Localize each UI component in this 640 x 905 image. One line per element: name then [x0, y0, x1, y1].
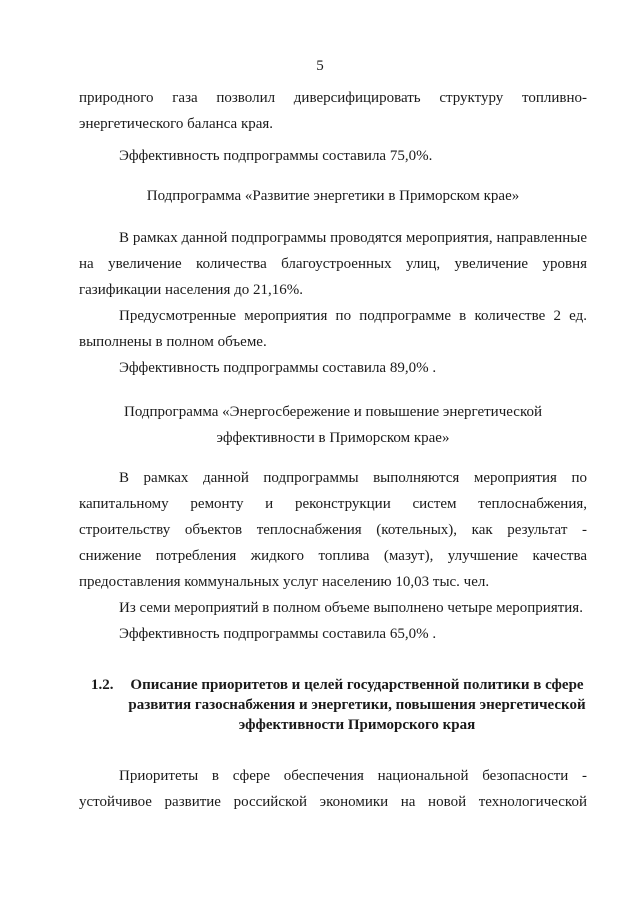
subprogram-saving-title-line1: Подпрограмма «Энергосбережение и повышение энергетической	[123, 404, 542, 420]
subprogram-saving-title	[79, 399, 587, 451]
paragraph-measures-completed: Из семи мероприятий в полном объеме выполнено четыре мероприятия.	[119, 600, 583, 616]
document-body	[79, 85, 587, 815]
subprogram-saving-title-line2: эффективности в Приморском крае»	[216, 430, 450, 446]
subprogram-energy-title: Подпрограмма «Развитие энергетики в Приморском крае»	[146, 188, 520, 204]
paragraph-priorities: Приоритеты в сфере обеспечения национальной безопасности - устойчивое развитие российской экономики на новой технологической	[79, 768, 587, 810]
paragraph-energy-completed: Предусмотренные мероприятия по подпрограмме в количестве 2 ед. выполнены в полном объеме.	[79, 308, 587, 350]
paragraph-gas-structure: природного газа позволил диверсифицировать структуру топливно-энергетического баланса края.	[79, 90, 587, 132]
section-heading	[79, 675, 587, 735]
section-title: Описание приоритетов и целей государственной политики в сфере развития газоснабжения и энергетики, повышения энергетической эффективности Приморского края	[128, 677, 586, 733]
section-number: 1.2.	[91, 677, 114, 693]
page-number: 5	[316, 58, 324, 74]
efficiency-line-1: Эффективность подпрограммы составила 75,0%.	[119, 148, 433, 164]
paragraph-heating-measures: В рамках данной подпрограммы выполняются мероприятия по капитальному ремонту и реконструкции систем теплоснабжения, строительству объектов теплоснабжения (котельных), как результат - снижение потребления жидкого топлива (мазут), улучшение качества предоставления коммунальных услуг населению 10,03 тыс. чел.	[79, 470, 587, 590]
efficiency-line-2: Эффективность подпрограммы составила 89,0% .	[119, 360, 437, 376]
efficiency-line-3: Эффективность подпрограммы составила 65,0% .	[119, 626, 437, 642]
paragraph-energy-measures: В рамках данной подпрограммы проводятся мероприятия, направленные на увеличение количества благоустроенных улиц, увеличение уровня газификации населения до 21,16%.	[79, 230, 587, 298]
